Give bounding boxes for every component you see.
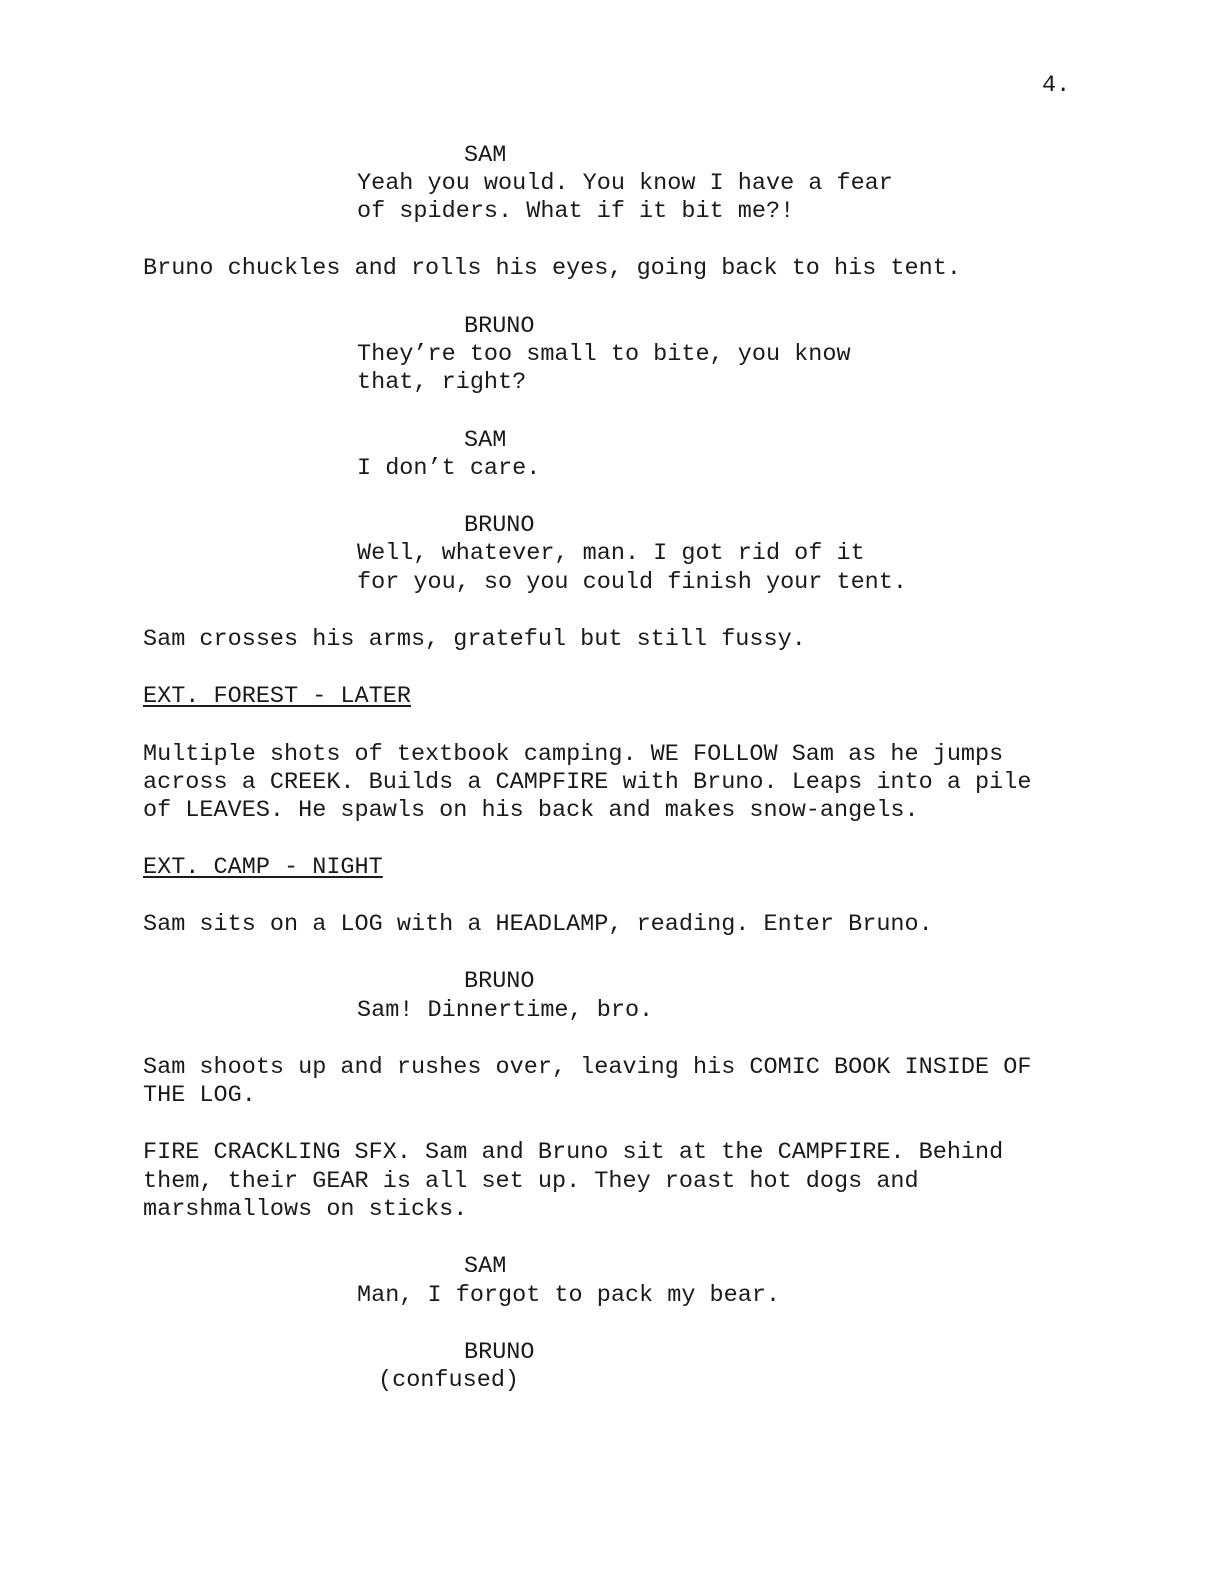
dialogue-line: Sam! Dinnertime, bro. bbox=[357, 997, 654, 1024]
dialogue-line: They’re too small to bite, you know bbox=[357, 341, 851, 368]
character-name: BRUNO bbox=[464, 1339, 535, 1366]
scene-heading: EXT. CAMP - NIGHT bbox=[143, 854, 383, 881]
action-line: THE LOG. bbox=[143, 1082, 256, 1109]
action-line: of LEAVES. He spawls on his back and makes snow-angels. bbox=[143, 797, 919, 824]
scene-heading: EXT. FOREST - LATER bbox=[143, 683, 411, 710]
action-line: Sam shoots up and rushes over, leaving his COMIC BOOK INSIDE OF bbox=[143, 1054, 1032, 1081]
action-line: across a CREEK. Builds a CAMPFIRE with Bruno. Leaps into a pile bbox=[143, 769, 1032, 796]
character-name: BRUNO bbox=[464, 512, 535, 539]
action-line: them, their GEAR is all set up. They roast hot dogs and bbox=[143, 1168, 919, 1195]
dialogue-line: of spiders. What if it bit me?! bbox=[357, 198, 795, 225]
action-line: Sam sits on a LOG with a HEADLAMP, reading. Enter Bruno. bbox=[143, 911, 933, 938]
page-number: 4. bbox=[1042, 72, 1071, 99]
dialogue-line: that, right? bbox=[357, 369, 527, 396]
character-name: SAM bbox=[464, 427, 507, 454]
parenthetical: (confused) bbox=[378, 1367, 520, 1394]
action-line: marshmallows on sticks. bbox=[143, 1196, 468, 1223]
action-line: Bruno chuckles and rolls his eyes, going back to his tent. bbox=[143, 255, 961, 282]
character-name: SAM bbox=[464, 1253, 507, 1280]
action-line: Multiple shots of textbook camping. WE FOLLOW Sam as he jumps bbox=[143, 741, 1004, 768]
character-name: BRUNO bbox=[464, 968, 535, 995]
dialogue-line: I don’t care. bbox=[357, 455, 541, 482]
character-name: BRUNO bbox=[464, 313, 535, 340]
dialogue-line: Man, I forgot to pack my bear. bbox=[357, 1282, 781, 1309]
dialogue-line: Well, whatever, man. I got rid of it bbox=[357, 540, 865, 567]
action-line: FIRE CRACKLING SFX. Sam and Bruno sit at the CAMPFIRE. Behind bbox=[143, 1139, 1004, 1166]
dialogue-line: Yeah you would. You know I have a fear bbox=[357, 170, 893, 197]
dialogue-line: for you, so you could finish your tent. bbox=[357, 569, 907, 596]
character-name: SAM bbox=[464, 142, 507, 169]
action-line: Sam crosses his arms, grateful but still fussy. bbox=[143, 626, 806, 653]
